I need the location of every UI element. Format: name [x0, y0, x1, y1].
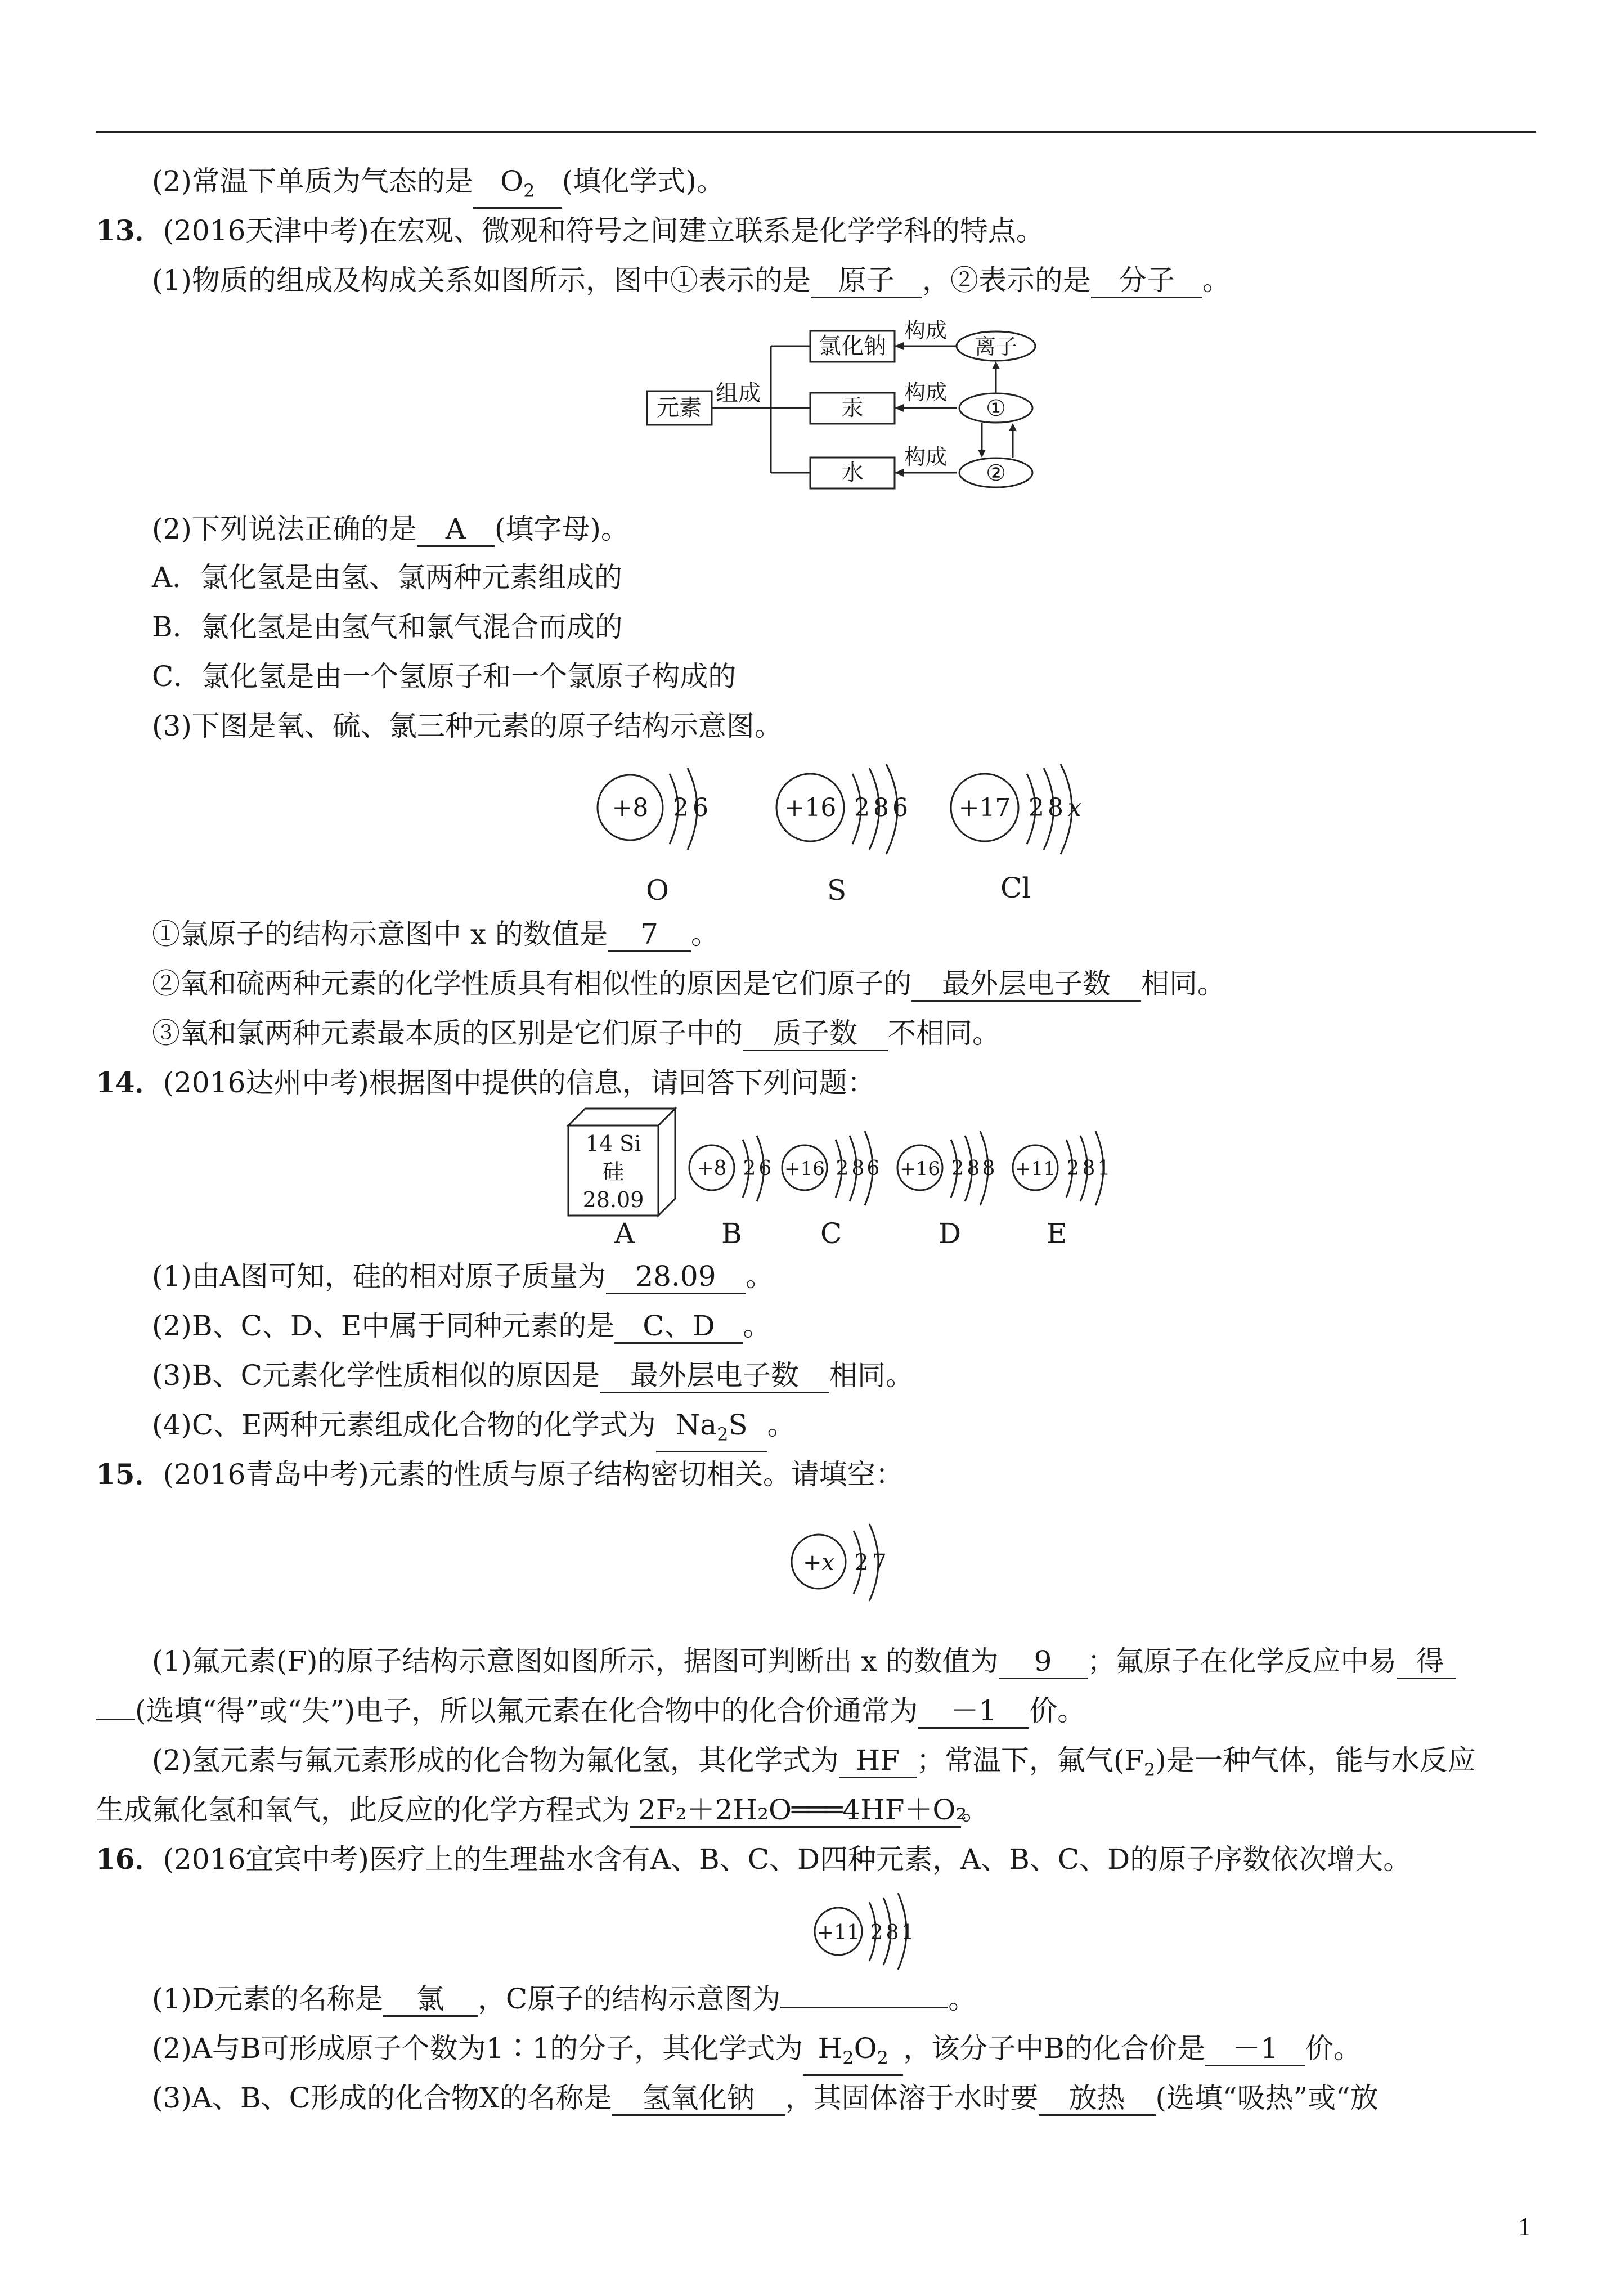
svg-text:2: 2 — [870, 1921, 883, 1944]
answer-blank: HF — [839, 1744, 917, 1778]
answer-blank: A — [417, 513, 495, 547]
svg-text:2: 2 — [1066, 1157, 1080, 1180]
svg-text:②: ② — [986, 460, 1006, 486]
q13-sub1: ①氯原子的结构示意图中 x 的数值是 7 。 — [152, 916, 719, 952]
svg-text:28.09: 28.09 — [582, 1187, 644, 1212]
atom-label-d: D — [939, 1217, 962, 1250]
answer-blank: －1 — [918, 1694, 1029, 1729]
q13-part3: (3)下图是氧、硫、氯三种元素的原子结构示意图。 — [152, 710, 783, 742]
q16-heading: 16．(2016宜宾中考)医疗上的生理盐水含有A、B、C、D四种元素，A、B、C、D的原子序数依次增大。 — [96, 1842, 1412, 1876]
atom-label-cl: Cl — [1000, 872, 1031, 904]
q13-option-a: A．氯化氢是由氢、氯两种元素组成的 — [152, 561, 623, 594]
page-number: 1 — [1518, 2212, 1531, 2241]
q16-part1: (1)D元素的名称是 氯 ，C原子的结构示意图为 。 — [152, 1981, 976, 2017]
svg-text:+17: +17 — [958, 793, 1011, 822]
answer-blank: 7 — [608, 918, 691, 952]
svg-text:+11: +11 — [817, 1921, 860, 1944]
answer-blank-diagram — [780, 2007, 948, 2008]
svg-text:汞: 汞 — [841, 395, 864, 421]
answer-blank: －1 — [1205, 2032, 1305, 2066]
atom-diagram-b — [686, 1125, 782, 1216]
svg-text:2: 2 — [951, 1157, 964, 1180]
svg-text:2: 2 — [743, 1157, 756, 1180]
svg-text:+16: +16 — [784, 793, 837, 822]
svg-text:6: 6 — [693, 793, 708, 822]
atom-label-e: E — [1047, 1217, 1067, 1250]
atom-diagram-c — [779, 1125, 897, 1216]
svg-text:8: 8 — [1048, 793, 1063, 822]
answer-blank: 28.09 — [606, 1260, 746, 1294]
q13-option-c: C．氯化氢是由一个氢原子和一个氯原子构成的 — [152, 660, 737, 693]
svg-text:6: 6 — [758, 1157, 772, 1180]
svg-text:8: 8 — [851, 1157, 865, 1180]
compose-label: 组成 — [716, 380, 761, 406]
q12-part2: (2)常温下单质为气态的是 $O_2$ (填化学式)。 — [152, 163, 725, 209]
svg-text:7: 7 — [872, 1550, 887, 1576]
svg-text:8: 8 — [886, 1921, 899, 1944]
svg-text:+11: +11 — [1015, 1158, 1056, 1180]
svg-text:8: 8 — [967, 1157, 980, 1180]
answer-blank: 分子 — [1091, 264, 1202, 298]
answer-blank: 2F₂＋2H₂O═══4HF＋O₂ — [630, 1793, 961, 1828]
q13-sub3: ③氧和氯两种元素最本质的区别是它们原子中的 质子数 不相同。 — [152, 1015, 1000, 1051]
svg-text:氯化钠: 氯化钠 — [819, 333, 886, 359]
svg-text:1: 1 — [1097, 1157, 1111, 1180]
answer-blank: 得 — [1397, 1645, 1456, 1679]
svg-text:①: ① — [986, 396, 1006, 421]
answer-blank: 质子数 — [743, 1017, 888, 1051]
atom-diagram-e — [1010, 1125, 1128, 1216]
svg-text:离子: 离子 — [974, 334, 1018, 359]
svg-text:x: x — [1067, 793, 1082, 822]
answer-blank: 放热 — [1039, 2082, 1156, 2116]
q16-part3: (3)A、B、C形成的化合物X的名称是 氢氧化钠 ，其固体溶于水时要 放热 (选填“吸热”或“放 — [152, 2080, 1378, 2116]
q14-part3: (3)B、C元素化学性质相似的原因是 最外层电子数 相同。 — [152, 1357, 914, 1393]
q13-heading: 13．(2016天津中考)在宏观、微观和符号之间建立联系是化学学科的特点。 — [96, 214, 1044, 247]
answer-blank-continued — [96, 1719, 135, 1720]
q14-part2: (2)B、C、D、E中属于同种元素的是 C、D 。 — [152, 1308, 771, 1344]
answer-blank: 最外层电子数 — [600, 1359, 829, 1393]
q16-part2: (2)A与B可形成原子个数为1∶1的分子，其化学式为 $H_2O_2$ ，该分子中B的化合价是 －1 价。 — [152, 2030, 1362, 2076]
atom-diagram-f — [785, 1508, 909, 1615]
q15-part2-line1: (2)氢元素与氟元素形成的化合物为氟化氢，其化学式为 HF ；常温下，氟气$(F_2)$是一种气体，能与水反应 — [152, 1744, 1476, 1781]
q13-option-b: B．氯化氢是由氢气和氯气混合而成的 — [152, 611, 623, 643]
answer-blank: 氯 — [383, 1983, 478, 2017]
q13-part1: (1)物质的组成及构成关系如图所示，图中①表示的是 原子 ，②表示的是 分子 。 — [152, 262, 1231, 298]
answer-blank: 原子 — [811, 264, 922, 298]
atom-label-b: B — [721, 1217, 742, 1250]
svg-text:2: 2 — [673, 793, 689, 822]
atom-diagram-s — [771, 754, 928, 867]
q15-part2-line2: 生成氟化氢和氧气，此反应的化学方程式为 2F₂＋2H₂O═══4HF＋O₂。 — [96, 1792, 989, 1828]
svg-text:构成: 构成 — [904, 318, 948, 343]
q14-part4: (4)C、E两种元素组成化合物的化学式为 $Na_2S$ 。 — [152, 1407, 796, 1452]
svg-text:6: 6 — [892, 793, 908, 822]
atom-label-o: O — [646, 874, 669, 907]
svg-text:硅: 硅 — [602, 1159, 625, 1184]
answer-blank: $H_2O_2$ — [803, 2032, 903, 2076]
q13-sub2: ②氧和硫两种元素的化学性质具有相似性的原因是它们原子的 最外层电子数 相同。 — [152, 966, 1225, 1002]
answer-blank: C、D — [614, 1310, 743, 1344]
svg-text:+16: +16 — [784, 1158, 825, 1180]
svg-text:14 Si: 14 Si — [585, 1131, 641, 1156]
q14-heading: 14．(2016达州中考)根据图中提供的信息，请回答下列问题： — [96, 1066, 875, 1099]
answer-blank: $Na_2S$ — [656, 1409, 767, 1452]
answer-blank: $O_2$ — [473, 165, 562, 209]
q13-part2: (2)下列说法正确的是 A (填字母)。 — [152, 511, 629, 547]
svg-text:8: 8 — [1082, 1157, 1095, 1180]
svg-text:+8: +8 — [612, 793, 649, 822]
svg-text:构成: 构成 — [904, 380, 948, 405]
atom-diagram-cl — [945, 754, 1103, 867]
svg-text:8: 8 — [982, 1157, 995, 1180]
svg-text:2: 2 — [1029, 793, 1044, 822]
svg-text:+16: +16 — [900, 1158, 940, 1180]
svg-text:构成: 构成 — [904, 445, 948, 469]
header-rule — [96, 131, 1536, 133]
q15-heading: 15．(2016青岛中考)元素的性质与原子结构密切相关。请填空： — [96, 1458, 904, 1491]
svg-text:水: 水 — [841, 460, 864, 486]
atom-diagram-d — [895, 1125, 1013, 1216]
card-label-a: A — [614, 1217, 635, 1250]
svg-text:1: 1 — [901, 1921, 914, 1944]
atom-diagram-c-answer — [805, 1885, 940, 1986]
q14-part1: (1)由A图可知，硅的相对原子质量为 28.09 。 — [152, 1258, 774, 1294]
q15-part1-line1: (1)氟元素(F)的原子结构示意图如图所示，据图可判断出 x 的数值为 9 ；氟原子在化学反应中易 得 — [152, 1643, 1456, 1679]
svg-text:8: 8 — [873, 793, 889, 822]
answer-blank: 9 — [999, 1645, 1088, 1679]
atom-diagram-o — [596, 754, 731, 867]
svg-text:2: 2 — [854, 1550, 869, 1576]
svg-text:+x: +x — [802, 1550, 835, 1576]
answer-blank: 氢氧化钠 — [612, 2082, 785, 2116]
element-label: 元素 — [657, 395, 702, 421]
q15-part1-line2: (选填“得”或“失”)电子，所以氟元素在化合物中的化合价通常为 －1 价。 — [96, 1693, 1085, 1729]
svg-text:2: 2 — [836, 1157, 849, 1180]
silicon-card — [563, 1103, 692, 1227]
svg-text:6: 6 — [866, 1157, 880, 1180]
atom-label-c: C — [820, 1217, 842, 1250]
composition-diagram — [641, 315, 1047, 495]
svg-text:2: 2 — [854, 793, 870, 822]
svg-text:+8: +8 — [697, 1157, 727, 1180]
atom-label-s: S — [827, 874, 847, 907]
answer-blank: 最外层电子数 — [911, 967, 1141, 1002]
